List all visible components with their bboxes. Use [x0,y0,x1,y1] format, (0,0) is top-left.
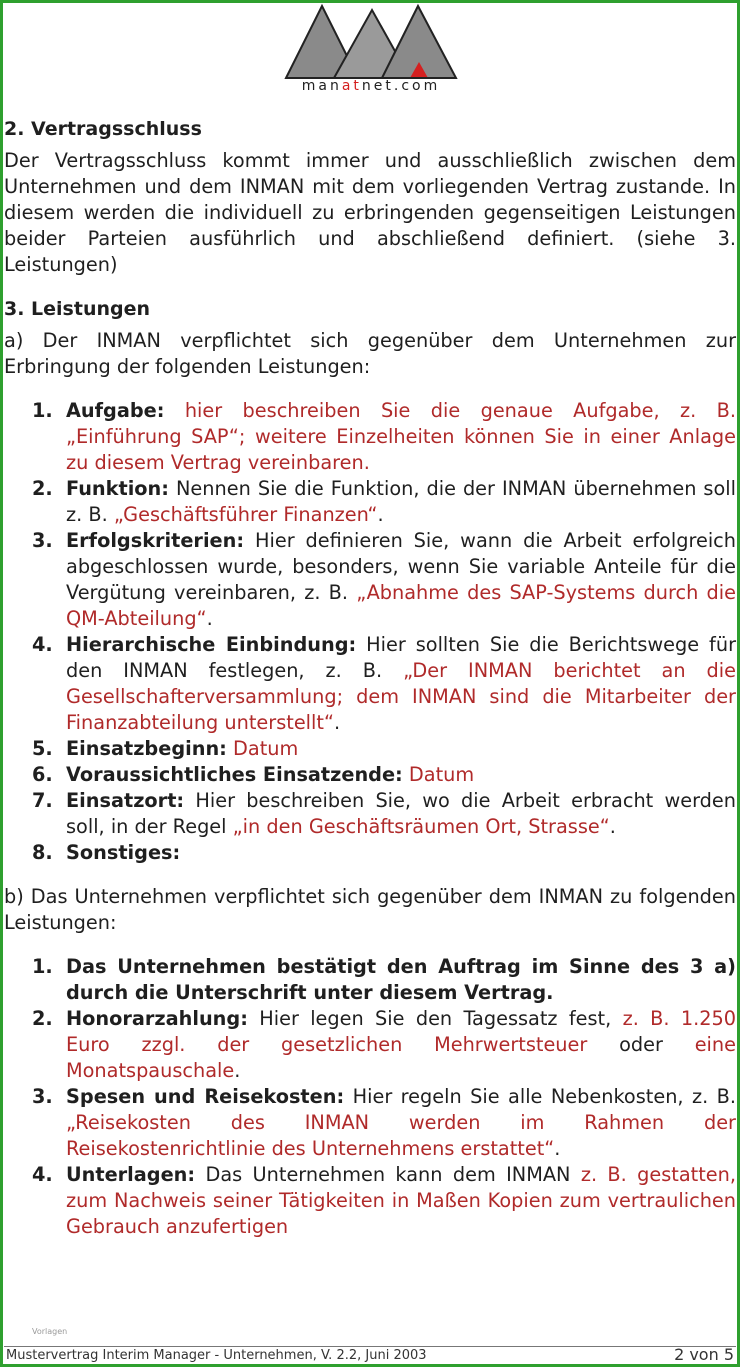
mountain-logo-icon [282,2,460,82]
section-heading: 2. Vertragsschluss [4,118,202,140]
list-item: 8. Sonstiges: [32,841,181,864]
list-item: 2. Honorarzahlung: Hier legen Sie den Tagessatz fest, z. B. 1.250 Euro zzgl. der gesetzlichen Mehrwertsteuer oder eine Monatspauschale. [32,1007,737,1082]
section-paragraph: Der Vertragsschluss kommt immer und ausschließlich zwischen dem Unternehmen und dem INMAN mit dem vorliegenden Vertrag zustande. In diesem werden die individuell zu erbringenden gegenseitigen Leistungen beider Parteien ausführlich und abschließend definiert. (siehe 3. Leistungen) [4,149,736,276]
section-leistungen [4,296,736,1240]
list-item: 3. Spesen und Reisekosten: Hier regeln Sie alle Nebenkosten, z. B. „Reisekosten des INMAN werden im Rahmen der Reisekostenrichtlinie des Unternehmens erstattet“. [32,1085,736,1160]
section-vertragsschluss [4,116,736,278]
footer-title: Mustervertrag Interim Manager - Unternehmen, V. 2.2, Juni 2003 [6,1348,427,1363]
list-item: 2. Funktion: Nennen Sie die Funktion, die der INMAN übernehmen soll z. B. „Geschäftsführer Finanzen“. [32,477,736,526]
list-item: 7. Einsatzort: Hier beschreiben Sie, wo die Arbeit erbracht werden soll, in der Regel „in den Geschäftsräumen Ort, Strasse“. [32,789,736,838]
list-item: 3. Erfolgskriterien: Hier definieren Sie, wann die Arbeit erfolgreich abgeschlossen wurde, besonders, wenn Sie variable Anteile für die Vergütung vereinbaren, z. B. „Abnahme des SAP-Systems durch die QM-Abteilung“. [32,529,736,630]
list-item: 1. Das Unternehmen bestätigt den Auftrag im Sinne des 3 a) durch die Unterschrift unter diesem Vertrag. [32,955,736,1004]
section-heading: 3. Leistungen [4,298,151,320]
list-item: 5. Einsatzbeginn: Datum [32,737,299,760]
document-body [4,116,736,1258]
intro-paragraph-b: b) Das Unternehmen verpflichtet sich gegenüber dem INMAN zu folgenden Leistungen: [4,885,736,934]
manatnet-logo [282,2,460,98]
logo-text: manatnet.com [301,78,441,94]
footer-watermark: Vorlagen [32,1327,68,1336]
list-a [4,398,736,866]
list-item: 4. Hierarchische Einbindung: Hier sollten Sie die Berichtswege für den INMAN festlegen, z. B. „Der INMAN berichtet an die Gesellschafterversammlung; dem INMAN sind die Mitarbeiter der Finanzabteilung unterstellt“. [32,633,737,734]
intro-paragraph-a: a) Der INMAN verpflichtet sich gegenüber dem Unternehmen zur Erbringung der folgenden Leistungen: [4,329,736,378]
footer-divider [4,1346,736,1347]
page-number: 2 von 5 [674,1345,734,1364]
list-item: 6. Voraussichtliches Einsatzende: Datum [32,763,475,786]
list-item: 1. Aufgabe: hier beschreiben Sie die genaue Aufgabe, z. B. „Einführung SAP“; weitere Einzelheiten können Sie in einer Anlage zu diesem Vertrag vereinbaren. [32,399,736,474]
list-b [4,954,736,1240]
list-item: 4. Unterlagen: Das Unternehmen kann dem INMAN z. B. gestatten, zum Nachweis seiner Tätigkeiten in Maßen Kopien zum vertraulichen Gebrauch anzufertigen [32,1163,737,1238]
